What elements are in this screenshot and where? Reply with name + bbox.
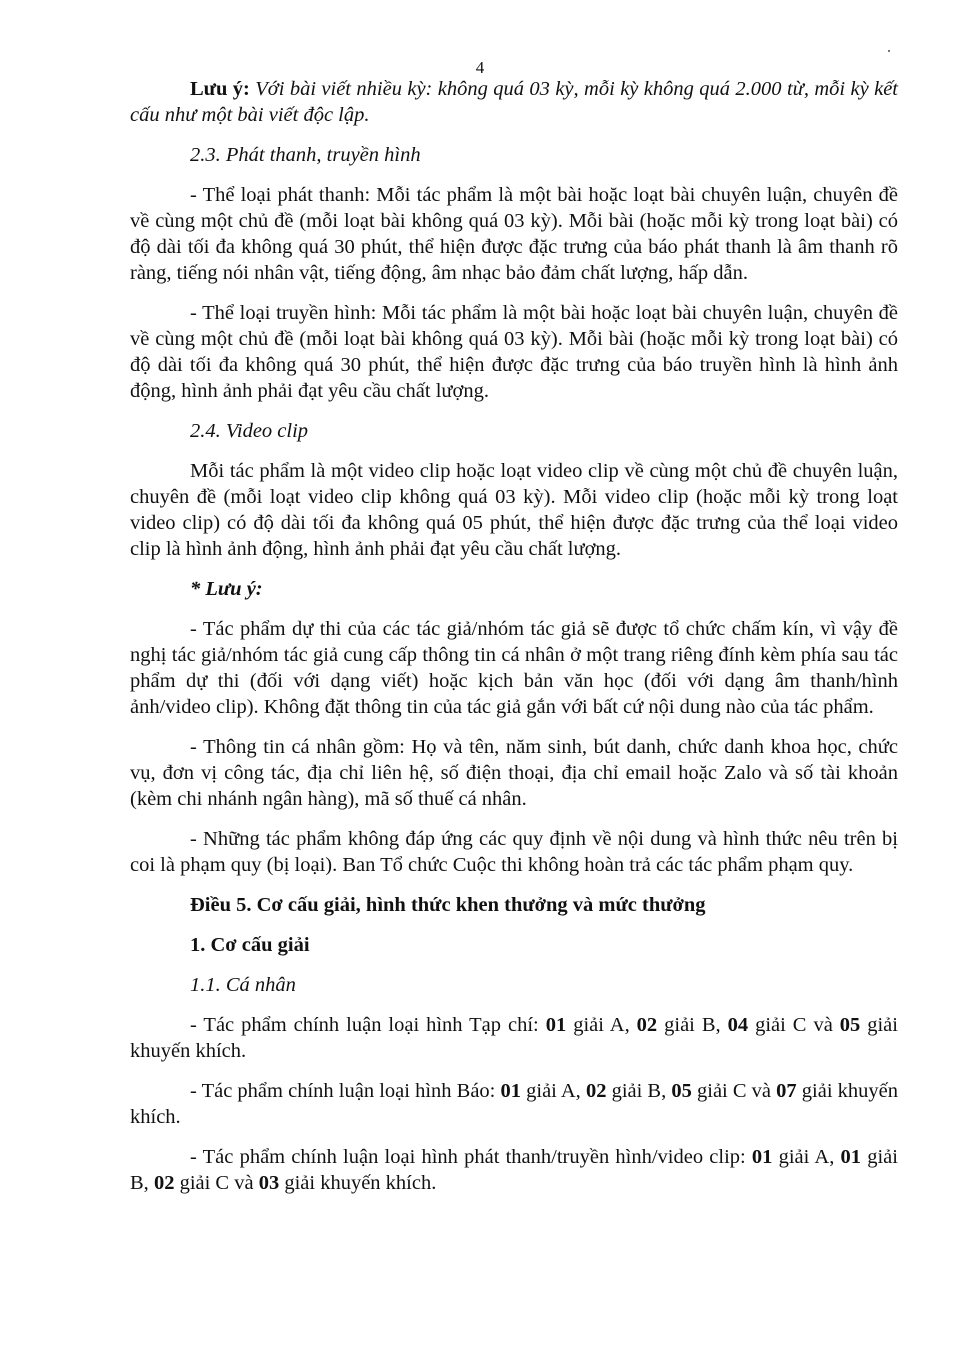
prize-text: giải B, — [130, 1146, 898, 1194]
article-5-title: Điều 5. Cơ cấu giải, hình thức khen thưởng và mức thưởng — [190, 894, 706, 916]
scan-speck — [888, 50, 890, 52]
prize-text: giải khuyến khích. — [130, 1014, 898, 1062]
page-number: 4 — [475, 58, 485, 77]
note-text: Với bài viết nhiều kỳ: không quá 03 kỳ, mỗi kỳ không quá 2.000 từ, mỗi kỳ kết cấu như một bài viết độc lập. — [130, 78, 899, 126]
prize-count-c: 02 — [153, 1172, 175, 1194]
prize-text: giải A, — [566, 1014, 637, 1036]
prize-text: giải B, — [606, 1080, 672, 1102]
prize-count-b: 01 — [840, 1146, 862, 1168]
prize-count-c: 04 — [727, 1014, 749, 1036]
prize-item-broadcast — [130, 1144, 898, 1196]
prize-count-encouragement: 05 — [839, 1014, 861, 1036]
video-clip-paragraph: Mỗi tác phẩm là một video clip hoặc loạt video clip về cùng một chủ đề chuyên luận, chuyên đề (mỗi loạt video clip không quá 03 kỳ). Mỗi video clip (hoặc mỗi kỳ trong loạt video clip) có độ dài tối đa không quá 05 phút, thể hiện được đặc trưng của thể loại video clip là hình ảnh động, hình ảnh phải đạt yêu cầu chất lượng. — [130, 460, 898, 560]
note-title: * Lưu ý: — [190, 578, 263, 600]
prize-count-a: 01 — [751, 1146, 773, 1168]
prize-text: giải C và — [748, 1014, 840, 1036]
prize-structure-heading: 1. Cơ cấu giải — [190, 934, 310, 956]
section-2-4-title: 2.4. Video clip — [190, 420, 309, 442]
prize-text: giải C và — [691, 1080, 777, 1102]
prize-count-encouragement: 03 — [258, 1172, 280, 1194]
prize-text: giải C và — [174, 1172, 259, 1194]
prize-text: giải khuyến khích. — [279, 1172, 437, 1194]
prize-count-encouragement: 07 — [776, 1080, 797, 1102]
individual-heading: 1.1. Cá nhân — [190, 974, 296, 996]
prize-item-label: - Tác phẩm chính luận loại hình Báo: — [190, 1080, 501, 1102]
prize-text: giải A, — [772, 1146, 841, 1168]
prize-item-magazine — [130, 1012, 898, 1064]
prize-count-b: 02 — [636, 1014, 658, 1036]
prize-count-a: 01 — [500, 1080, 521, 1102]
prize-text: giải A, — [521, 1080, 586, 1102]
tv-genre-paragraph: - Thể loại truyền hình: Mỗi tác phẩm là một bài hoặc loạt bài chuyên luận, chuyên đề về cùng một chủ đề (mỗi loạt bài không quá 03 kỳ). Mỗi bài (hoặc mỗi kỳ trong loạt bài) có độ dài tối đa không quá 30 phút, thể hiện được đặc trưng của báo truyền hình là hình ảnh động, hình ảnh phải đạt yêu cầu chất lượng. — [130, 302, 898, 402]
note-label: Lưu ý: — [190, 78, 250, 100]
prize-item-label: - Tác phẩm chính luận loại hình Tạp chí: — [190, 1014, 546, 1036]
section-2-3-title: 2.3. Phát thanh, truyền hình — [190, 144, 421, 166]
prize-count-b: 02 — [585, 1080, 607, 1102]
document-body — [130, 76, 898, 1210]
prize-item-newspaper — [130, 1078, 898, 1130]
prize-count-a: 01 — [545, 1014, 567, 1036]
note-multi-part — [130, 76, 898, 128]
note-paragraph-personal-info: - Thông tin cá nhân gồm: Họ và tên, năm sinh, bút danh, chức danh khoa học, chức vụ, đơn vị công tác, địa chỉ liên hệ, số điện thoại, địa chỉ email hoặc Zalo và số tài khoản (kèm chi nhánh ngân hàng), mã số thuế cá nhân. — [130, 736, 898, 810]
prize-count-c: 05 — [671, 1080, 692, 1102]
prize-text: giải khuyến khích. — [130, 1080, 899, 1128]
prize-item-label: - Tác phẩm chính luận loại hình phát thanh/truyền hình/video clip: — [190, 1146, 752, 1168]
radio-genre-paragraph: - Thể loại phát thanh: Mỗi tác phẩm là một bài hoặc loạt bài chuyên luận, chuyên đề về cùng một chủ đề (mỗi loạt bài không quá 03 kỳ). Mỗi bài (hoặc mỗi kỳ trong loạt bài) có độ dài tối đa không quá 30 phút, thể hiện được đặc trưng của báo phát thanh là âm thanh rõ ràng, tiếng nói nhân vật, tiếng động, âm nhạc bảo đảm chất lượng, hấp dẫn. — [130, 184, 898, 284]
note-paragraph-violations: - Những tác phẩm không đáp ứng các quy định về nội dung và hình thức nêu trên bị coi là phạm quy (bị loại). Ban Tổ chức Cuộc thi không hoàn trả các tác phẩm phạm quy. — [130, 828, 898, 876]
note-paragraph-anonymous: - Tác phẩm dự thi của các tác giả/nhóm tác giả sẽ được tổ chức chấm kín, vì vậy đề nghị tác giả/nhóm tác giả cung cấp thông tin cá nhân ở một trang riêng đính kèm phía sau tác phẩm dự thi (đối với dạng viết) hoặc kịch bản văn học (đối với dạng âm thanh/hình ảnh/video clip). Không đặt thông tin của tác giả gắn với bất cứ nội dung nào của tác phẩm. — [130, 618, 898, 718]
prize-text: giải B, — [657, 1014, 728, 1036]
